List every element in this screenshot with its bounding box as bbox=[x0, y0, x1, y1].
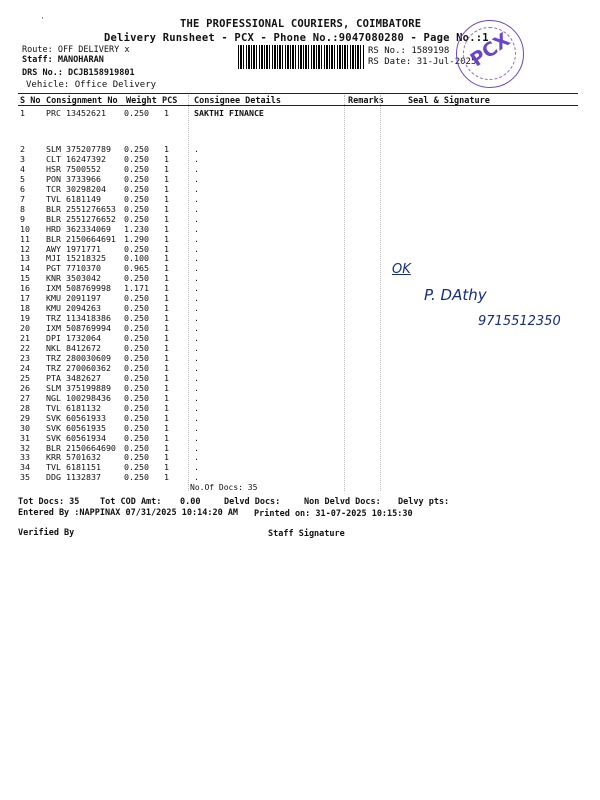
cell-consignment-no: SVK 60561935 bbox=[46, 422, 106, 433]
table-row bbox=[0, 303, 600, 313]
cell-sno: 2 bbox=[20, 144, 25, 154]
cell-consignee: . bbox=[194, 343, 199, 353]
cell-pcs: 1 bbox=[164, 313, 169, 324]
cell-consignment-no: DDG 1132837 bbox=[46, 472, 101, 483]
cell-pcs: 1 bbox=[164, 412, 169, 423]
cell-pcs: 1 bbox=[164, 402, 169, 413]
tot-cod-label: Tot COD Amt: bbox=[100, 497, 162, 507]
cell-consignee: . bbox=[194, 213, 199, 224]
cell-consignee: . bbox=[194, 293, 199, 304]
cell-consignment-no: SLM 375199889 bbox=[46, 382, 111, 393]
cell-weight: 0.250 bbox=[124, 362, 149, 373]
cell-sno: 28 bbox=[20, 402, 30, 413]
cell-pcs: 1 bbox=[164, 343, 169, 353]
cell-consignee: . bbox=[194, 183, 199, 194]
cell-consignment-no: BLR 2551276653 bbox=[46, 203, 116, 214]
cell-consignment-no: TCR 30298204 bbox=[46, 183, 106, 194]
cell-pcs: 1 bbox=[164, 163, 169, 174]
cell-sno: 24 bbox=[20, 362, 30, 373]
table-row bbox=[0, 363, 600, 373]
cell-weight: 0.250 bbox=[124, 173, 149, 184]
cell-sno: 35 bbox=[20, 472, 30, 483]
cell-pcs: 1 bbox=[164, 452, 169, 463]
verified-by: Verified By bbox=[18, 528, 75, 538]
cell-consignee: . bbox=[194, 422, 199, 433]
table-row bbox=[0, 194, 600, 204]
cell-weight: 0.250 bbox=[124, 402, 149, 413]
cell-consignment-no: BLR 2150664691 bbox=[46, 233, 116, 244]
cell-consignment-no: SVK 60561934 bbox=[46, 432, 106, 443]
cell-pcs: 1 bbox=[164, 442, 169, 453]
cell-pcs: 1 bbox=[164, 203, 169, 214]
cell-pcs: 1 bbox=[164, 153, 169, 164]
cell-weight: 0.250 bbox=[124, 412, 149, 423]
cell-weight: 0.250 bbox=[124, 213, 149, 224]
cell-sno: 34 bbox=[20, 462, 30, 473]
table-row bbox=[0, 443, 600, 453]
cell-consignee: . bbox=[194, 173, 199, 184]
cell-sno: 7 bbox=[20, 193, 25, 204]
cell-sno: 3 bbox=[20, 153, 25, 164]
table-row bbox=[0, 403, 600, 413]
cell-consignment-no: KMU 2091197 bbox=[46, 293, 101, 304]
cell-consignment-no: NKL 8412672 bbox=[46, 343, 101, 353]
cell-consignment-no: SVK 60561933 bbox=[46, 412, 106, 423]
cell-consignee: . bbox=[194, 462, 199, 473]
cell-pcs: 1 bbox=[164, 472, 169, 483]
cell-pcs: 1 bbox=[164, 293, 169, 304]
cell-consignment-no: KNR 3503042 bbox=[46, 273, 101, 284]
cell-consignment-no: TVL 6181132 bbox=[46, 402, 101, 413]
cell-consignment-no: TVL 6181149 bbox=[46, 193, 101, 204]
table-row bbox=[0, 462, 600, 472]
table-row bbox=[0, 433, 600, 443]
table-row bbox=[0, 283, 600, 293]
cell-consignee: . bbox=[194, 223, 199, 234]
cell-weight: 0.965 bbox=[124, 263, 149, 274]
route: Route: OFF DELIVERY x bbox=[22, 45, 130, 55]
table-row bbox=[0, 293, 600, 303]
cell-weight: 1.290 bbox=[124, 233, 149, 244]
header-rule-top bbox=[18, 93, 578, 94]
cell-consignee: . bbox=[194, 362, 199, 373]
cell-consignee: . bbox=[194, 283, 199, 294]
cell-pcs: 1 bbox=[164, 183, 169, 194]
table-row bbox=[0, 154, 600, 164]
cell-pcs: 1 bbox=[164, 193, 169, 204]
staff: Staff: MANOHARAN bbox=[22, 55, 104, 65]
cell-consignee: . bbox=[194, 382, 199, 393]
table-row bbox=[0, 253, 600, 263]
cell-consignee: . bbox=[194, 372, 199, 383]
cell-consignment-no: BLR 2551276652 bbox=[46, 213, 116, 224]
cell-weight: 0.250 bbox=[124, 153, 149, 164]
cell-weight: 0.250 bbox=[124, 323, 149, 334]
cell-sno: 10 bbox=[20, 223, 30, 234]
drs-number: DRS No.: DCJB158919801 bbox=[22, 68, 135, 78]
cell-consignee: . bbox=[194, 303, 199, 314]
table-row bbox=[0, 452, 600, 462]
cell-sno: 29 bbox=[20, 412, 30, 423]
cell-weight: 0.250 bbox=[124, 193, 149, 204]
cell-consignment-no: MJI 15218325 bbox=[46, 253, 106, 264]
cell-consignment-no: NGL 100298436 bbox=[46, 392, 111, 403]
cell-consignment-no: HRD 362334069 bbox=[46, 223, 111, 234]
cell-weight: 0.250 bbox=[124, 183, 149, 194]
cell-consignee: . bbox=[194, 313, 199, 324]
company-name: THE PROFESSIONAL COURIERS, COIMBATORE bbox=[180, 18, 422, 30]
cell-sno: 1 bbox=[20, 108, 25, 118]
table-row bbox=[0, 333, 600, 343]
cell-consignee: . bbox=[194, 163, 199, 174]
cell-weight: 0.100 bbox=[124, 253, 149, 264]
cell-consignee: . bbox=[194, 233, 199, 244]
table-row bbox=[0, 263, 600, 273]
cell-consignment-no: TRZ 270060362 bbox=[46, 362, 111, 373]
cell-sno: 33 bbox=[20, 452, 30, 463]
cell-consignment-no: TVL 6181151 bbox=[46, 462, 101, 473]
vehicle: Vehicle: Office Delivery bbox=[26, 80, 157, 90]
cell-pcs: 1 bbox=[164, 462, 169, 473]
cell-consignee: . bbox=[194, 442, 199, 453]
cell-pcs: 1 bbox=[164, 323, 169, 334]
cell-pcs: 1 bbox=[164, 283, 169, 294]
cell-consignment-no: KMU 2094263 bbox=[46, 303, 101, 314]
cell-consignee: . bbox=[194, 432, 199, 443]
cell-sno: 9 bbox=[20, 213, 25, 224]
table-row bbox=[0, 373, 600, 383]
delvd-docs: Delvd Docs: bbox=[224, 497, 281, 507]
table-row bbox=[0, 204, 600, 214]
barcode bbox=[238, 45, 364, 69]
col-seal-signature: Seal & Signature bbox=[408, 96, 490, 106]
cell-consignment-no: KRR 5701632 bbox=[46, 452, 101, 463]
cell-weight: 0.250 bbox=[124, 422, 149, 433]
cell-pcs: 1 bbox=[164, 263, 169, 274]
cell-sno: 21 bbox=[20, 333, 30, 344]
cell-consignee: . bbox=[194, 144, 199, 154]
tot-cod-value: 0.00 bbox=[180, 497, 201, 507]
cell-sno: 22 bbox=[20, 343, 30, 353]
table-row bbox=[0, 393, 600, 403]
cell-weight: 0.250 bbox=[124, 382, 149, 393]
cell-sno: 25 bbox=[20, 372, 30, 383]
cell-sno: 12 bbox=[20, 243, 30, 254]
cell-pcs: 1 bbox=[164, 173, 169, 184]
table-row bbox=[0, 164, 600, 174]
cell-weight: 0.250 bbox=[124, 108, 149, 118]
cell-sno: 31 bbox=[20, 432, 30, 443]
runsheet-title: Delivery Runsheet - PCX - Phone No.:9047080280 - Page No.:1 bbox=[104, 32, 489, 44]
cell-pcs: 1 bbox=[164, 382, 169, 393]
table-row bbox=[0, 423, 600, 433]
cell-consignee: . bbox=[194, 333, 199, 344]
cell-consignee: SAKTHI FINANCE bbox=[194, 108, 264, 118]
staff-signature: Staff Signature bbox=[268, 529, 345, 539]
table-row bbox=[0, 184, 600, 194]
cell-pcs: 1 bbox=[164, 213, 169, 224]
cell-consignee: . bbox=[194, 323, 199, 334]
cell-weight: 0.250 bbox=[124, 462, 149, 473]
cell-pcs: 1 bbox=[164, 372, 169, 383]
cell-consignment-no: HSR 7500552 bbox=[46, 163, 101, 174]
cell-weight: 0.250 bbox=[124, 343, 149, 353]
cell-sno: 30 bbox=[20, 422, 30, 433]
cell-weight: 0.250 bbox=[124, 472, 149, 483]
col-weight: Weight bbox=[126, 96, 157, 106]
cell-pcs: 1 bbox=[164, 233, 169, 244]
table-row bbox=[0, 472, 600, 482]
table-row bbox=[0, 383, 600, 393]
cell-sno: 15 bbox=[20, 273, 30, 284]
cell-sno: 19 bbox=[20, 313, 30, 324]
cell-sno: 18 bbox=[20, 303, 30, 314]
cell-sno: 5 bbox=[20, 173, 25, 184]
cell-consignment-no: SLM 375207789 bbox=[46, 144, 111, 154]
cell-consignee: . bbox=[194, 412, 199, 423]
cell-consignee: . bbox=[194, 452, 199, 463]
cell-weight: 1.171 bbox=[124, 283, 149, 294]
cell-weight: 0.250 bbox=[124, 303, 149, 314]
handwritten-ok: OK bbox=[392, 262, 411, 277]
cell-consignment-no: TRZ 280030609 bbox=[46, 352, 111, 363]
cell-sno: 20 bbox=[20, 323, 30, 334]
cell-weight: 0.250 bbox=[124, 293, 149, 304]
cell-pcs: 1 bbox=[164, 422, 169, 433]
cell-sno: 4 bbox=[20, 163, 25, 174]
table-row bbox=[0, 234, 600, 244]
cell-sno: 17 bbox=[20, 293, 30, 304]
cell-pcs: 1 bbox=[164, 273, 169, 284]
cell-consignee: . bbox=[194, 203, 199, 214]
cell-weight: 1.230 bbox=[124, 223, 149, 234]
cell-sno: 14 bbox=[20, 263, 30, 274]
printed-on: Printed on: 31-07-2025 10:15:30 bbox=[254, 509, 413, 519]
table-row bbox=[0, 174, 600, 184]
cell-sno: 13 bbox=[20, 253, 30, 264]
entered-by: Entered By :NAPPINAX 07/31/2025 10:14:20 AM bbox=[18, 508, 239, 518]
cell-pcs: 1 bbox=[164, 362, 169, 373]
stamp-text: PCX bbox=[466, 28, 514, 72]
cell-weight: 0.250 bbox=[124, 333, 149, 344]
table-row bbox=[0, 273, 600, 283]
cell-consignment-no: PGT 7710370 bbox=[46, 263, 101, 274]
cell-consignee: . bbox=[194, 472, 199, 483]
table-row bbox=[0, 244, 600, 254]
cell-pcs: 1 bbox=[164, 108, 169, 118]
cell-consignee: . bbox=[194, 153, 199, 164]
cell-weight: 0.250 bbox=[124, 432, 149, 443]
cell-consignee: . bbox=[194, 243, 199, 254]
cell-pcs: 1 bbox=[164, 223, 169, 234]
col-sno: S No bbox=[20, 96, 41, 106]
table-row bbox=[0, 413, 600, 423]
col-pcs: PCS bbox=[162, 96, 178, 106]
cell-sno: 11 bbox=[20, 233, 30, 244]
cell-consignment-no: IXM 508769994 bbox=[46, 323, 111, 334]
cell-consignee: . bbox=[194, 392, 199, 403]
no-of-docs: No.Of Docs: 35 bbox=[190, 483, 258, 492]
cell-sno: 6 bbox=[20, 183, 25, 194]
cell-weight: 0.250 bbox=[124, 144, 149, 154]
cell-pcs: 1 bbox=[164, 333, 169, 344]
cell-pcs: 1 bbox=[164, 144, 169, 154]
cell-consignment-no: PRC 13452621 bbox=[46, 108, 106, 118]
cell-pcs: 1 bbox=[164, 243, 169, 254]
cell-weight: 0.250 bbox=[124, 392, 149, 403]
cell-weight: 0.250 bbox=[124, 442, 149, 453]
cell-weight: 0.250 bbox=[124, 203, 149, 214]
table-row bbox=[0, 108, 600, 118]
cell-weight: 0.250 bbox=[124, 452, 149, 463]
cell-consignee: . bbox=[194, 402, 199, 413]
cell-sno: 23 bbox=[20, 352, 30, 363]
cell-sno: 32 bbox=[20, 442, 30, 453]
cell-consignment-no: DPI 1732064 bbox=[46, 333, 101, 344]
cell-weight: 0.250 bbox=[124, 163, 149, 174]
col-remarks: Remarks bbox=[348, 96, 384, 106]
rs-date: RS Date: 31-Jul-2025 bbox=[368, 57, 477, 67]
table-row bbox=[0, 343, 600, 353]
non-delvd-docs: Non Delvd Docs: bbox=[304, 497, 381, 507]
handwritten-phone: 9715512350 bbox=[478, 314, 561, 329]
cell-consignee: . bbox=[194, 193, 199, 204]
table-row bbox=[0, 353, 600, 363]
cell-consignment-no: BLR 2150664690 bbox=[46, 442, 116, 453]
cell-consignment-no: AWY 1971771 bbox=[46, 243, 101, 254]
cell-consignee: . bbox=[194, 273, 199, 284]
cell-consignment-no: PON 3733966 bbox=[46, 173, 101, 184]
cell-consignment-no: CLT 16247392 bbox=[46, 153, 106, 164]
cell-pcs: 1 bbox=[164, 352, 169, 363]
cell-sno: 8 bbox=[20, 203, 25, 214]
cell-sno: 16 bbox=[20, 283, 30, 294]
corner-mark: · bbox=[40, 14, 46, 24]
cell-pcs: 1 bbox=[164, 432, 169, 443]
header-rule-bottom bbox=[18, 105, 578, 106]
table-row bbox=[0, 214, 600, 224]
cell-consignee: . bbox=[194, 263, 199, 274]
cell-consignee: . bbox=[194, 253, 199, 264]
cell-pcs: 1 bbox=[164, 253, 169, 264]
cell-weight: 0.250 bbox=[124, 352, 149, 363]
delvy-pts: Delvy pts: bbox=[398, 497, 450, 507]
cell-weight: 0.250 bbox=[124, 313, 149, 324]
col-consignee: Consignee Details bbox=[194, 96, 281, 106]
cell-consignment-no: PTA 3482627 bbox=[46, 372, 101, 383]
cell-weight: 0.250 bbox=[124, 372, 149, 383]
cell-sno: 26 bbox=[20, 382, 30, 393]
tot-docs: Tot Docs: 35 bbox=[18, 497, 80, 507]
rs-number: RS No.: 1589198 bbox=[368, 46, 450, 56]
cell-consignee: . bbox=[194, 352, 199, 363]
col-consignment: Consignment No bbox=[46, 96, 118, 106]
cell-consignment-no: IXM 508769998 bbox=[46, 283, 111, 294]
table-row bbox=[0, 144, 600, 154]
table-row bbox=[0, 224, 600, 234]
handwritten-signature: P. DAthy bbox=[424, 286, 487, 304]
cell-sno: 27 bbox=[20, 392, 30, 403]
cell-consignment-no: TRZ 113418386 bbox=[46, 313, 111, 324]
cell-pcs: 1 bbox=[164, 392, 169, 403]
cell-pcs: 1 bbox=[164, 303, 169, 314]
cell-weight: 0.250 bbox=[124, 243, 149, 254]
cell-weight: 0.250 bbox=[124, 273, 149, 284]
pcx-stamp bbox=[456, 20, 524, 88]
